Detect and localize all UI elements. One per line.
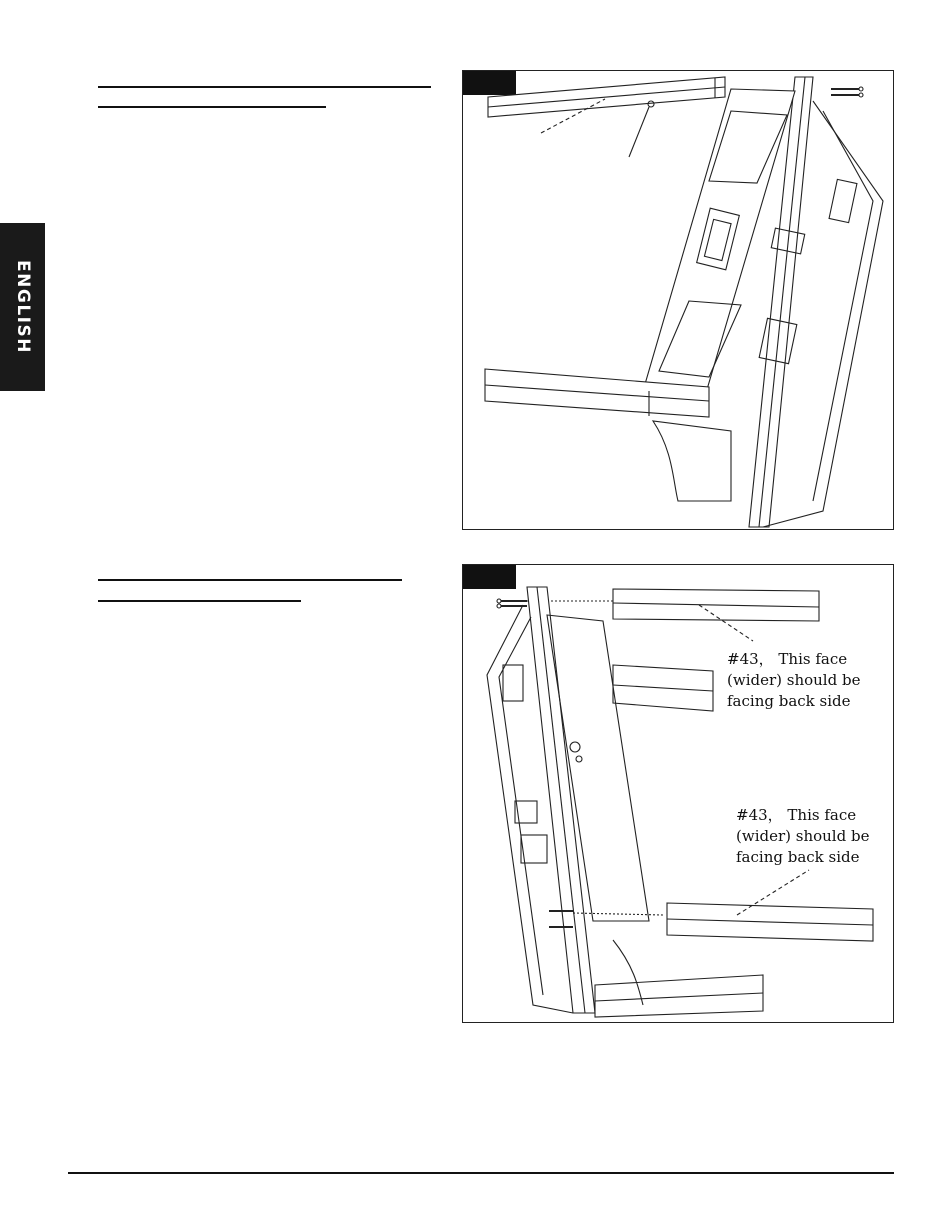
callout-top-line-3: facing back side [727,692,851,710]
step-a-illustration [462,70,894,530]
callout-top-line-1: #43， This face [727,650,848,668]
step-b-heading-rule-1 [98,579,402,581]
language-tab-label: ENGLISH [12,260,33,354]
callout-bottom-line-3: facing back side [736,848,860,866]
step-b-drawing [463,565,893,1022]
language-tab [0,223,45,391]
callout-top-line-2: (wider) should be [727,671,861,689]
callout-bottom-beam [736,805,869,868]
callout-bottom-line-2: (wider) should be [736,827,870,845]
callout-bottom-line-1: #43， This face [736,806,857,824]
step-b-illustration [462,564,894,1023]
step-a-drawing [463,71,893,529]
step-b-heading-rule-2 [98,600,301,602]
step-a-heading-rule-2 [98,106,326,108]
step-a-heading-rule-1 [98,86,431,88]
footer-rule [68,1172,894,1174]
callout-top-beam [727,649,860,712]
